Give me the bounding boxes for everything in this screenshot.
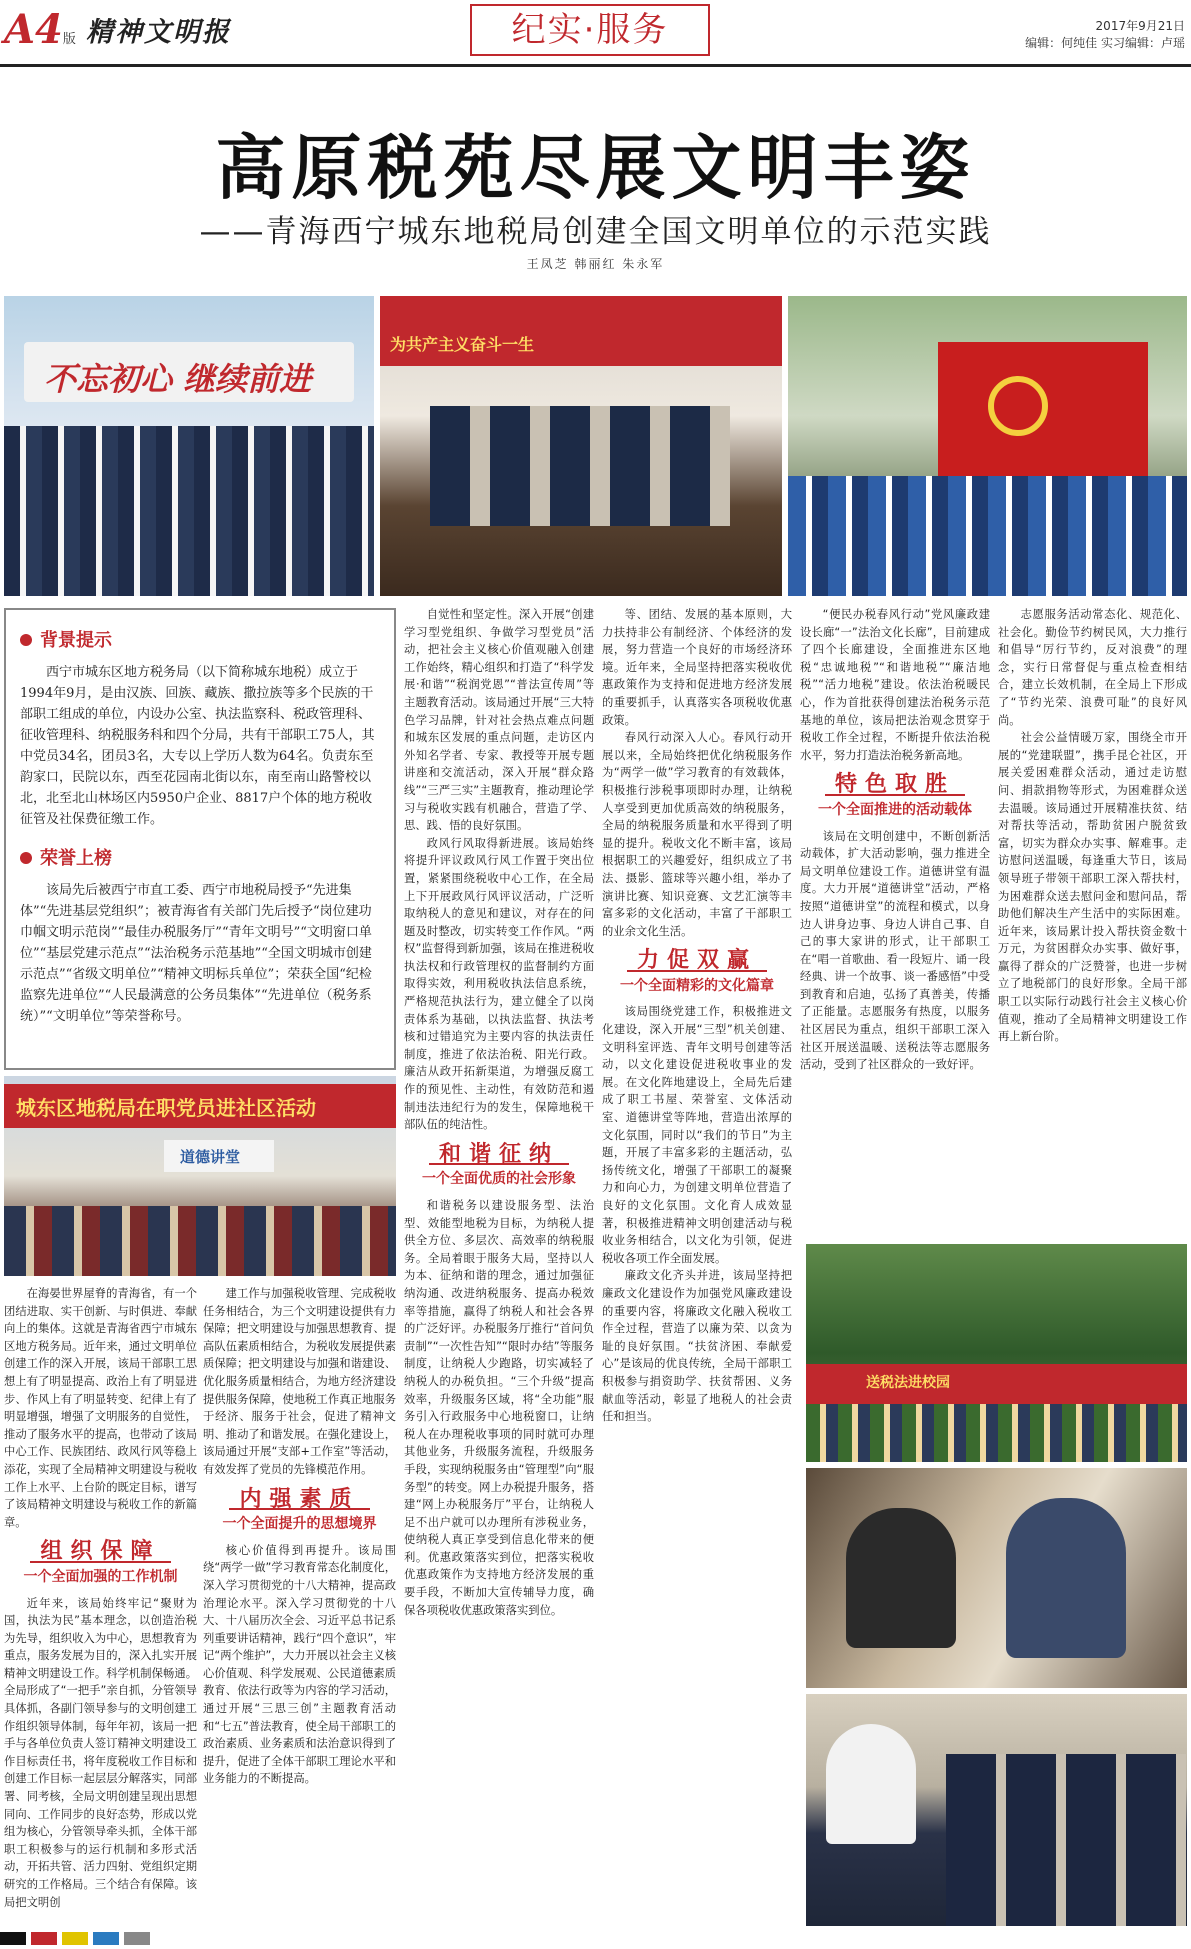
paragraph: 志愿服务活动常态化、规范化、社会化。勤俭节约树民风，大力推行和倡导“厉行节约，反对浪费”的理念，实行日常督促与重点检查相结合，建立长效机制，在全局上下形成了“节约光荣、浪费可耻”的良好风尚。 bbox=[998, 608, 1187, 727]
article-column-4 bbox=[602, 606, 792, 1927]
paragraph: 核心价值得到再提升。该局围绕“两学一做”学习教育常态化制度化，深入学习贯彻党的十八大精神，提高政治理论水平。深入学习贯彻党的十八大、十八届历次全会、习近平总书记系列重要讲话精神，践行“四个意识”，牢记“两个维护”，大力开展以社会主义核心价值观、科学发展观、公民道德素质教育、依法行政等为内容的学习活动，通过开展“三思三创”主题教育活动和“七五”普法教育，使全局干部职工的政治素质、业务素质和法治意识得到了提升，促进了全体干部职工理论水平和业务能力的不断提高。 bbox=[203, 1543, 396, 1786]
paragraph: 和谐税务以建设服务型、法治型、效能型地税为目标，为纳税人提供全方位、多层次、高效率的纳税服务。全局着眼于服务大局，坚持以人为本、征纳和谐的理念，通过加强征纳沟通、改进纳税服务、提高办税效率等措施，赢得了纳税人和社会各界的广泛好评。办税服务厅推行“首问负责制”“一次性告知”“限时办结”等服务制度，让纳税人少跑路，切实减轻了纳税人的办税负担。“三个升级”提高效率，升级服务区域，将“全功能”服务引入行政服务中心地税窗口，让纳税人在办理税收事项的同时就可办理其他业务，升级服务流程，升级服务手段，实现纳税服务由“管理型”向“服务型”的转变。网上办税提升服务，搭建“网上办税服务厅”平台，让纳税人足不出户就可以办理所有涉税业务，使纳税人真正享受到信息化带来的便利。优惠政策落实到位，把落实税收优惠政策作为支持地方经济发展的重要手段，不断加大宣传辅导力度，确保各项税收优惠政策落实到位。 bbox=[404, 1199, 594, 1617]
color-swatch bbox=[31, 1932, 57, 1945]
paragraph: 廉政文化齐头并进，该局坚持把廉政文化建设作为加强党风廉政建设的重要内容，将廉政文化融入税收工作全过程，营造了以廉为荣、以贪为耻的良好氛围。“扶贫济困、奉献爱心”是该局的优良传统，全局干部职工积极参与捐资助学、扶贫帮困、义务献血等活动，彰显了地税人的社会责任和担当。 bbox=[602, 1269, 792, 1424]
photo-meeting-slogan: 为共产主义奋斗一生 bbox=[390, 335, 535, 354]
paragraph: 等、团结、发展的基本原则，大力扶持非公有制经济、个体经济的发展，努力营造一个良好的市场经济环境。近年来，全局坚持把落实税收优惠政策作为支持和促进地方经济发展的重要抓手，认真落实各项税收优惠政策。 bbox=[602, 608, 792, 727]
background-title: 背景提示 bbox=[20, 626, 380, 652]
issue-info bbox=[1025, 18, 1185, 52]
byline: 王凤芝 韩丽红 朱永军 bbox=[526, 257, 665, 271]
section-title: 纪实·服务 bbox=[470, 4, 710, 56]
photo-team-banner bbox=[4, 296, 374, 596]
bullet-icon bbox=[20, 634, 32, 646]
editors: 编辑：何纯佳 实习编辑：卢瑶 bbox=[1025, 36, 1185, 50]
paragraph: “便民办税春风行动”党风廉政建设长廊“一”法治文化长廊”，目前建成了四个长廊建设，全面推进东区地税“忠诚地税”“和谐地税”“廉洁地税”“活力地税”建设。依法治税暖民心，作为首批获得创建法治税务示范基地的单位，该局把法治观念贯穿于税收工作全过程，不断提升依法治税水平，努力打造法治税务新高地。 bbox=[800, 608, 990, 762]
article-column-1 bbox=[4, 1285, 197, 1927]
top-rule bbox=[0, 64, 1191, 67]
photo-outdoor-banner: 送税法进校园 bbox=[866, 1375, 950, 1391]
section-heading-2: 内强素质 一个全面提升的思想境界 bbox=[222, 1486, 377, 1533]
bullet-icon bbox=[20, 852, 32, 864]
color-registration-bar bbox=[0, 1930, 1191, 1943]
photo-meeting bbox=[380, 296, 782, 596]
paragraph: 春风行动深入人心。春风行动开展以来，全局始终把优化纳税服务作为“两学一做”学习教育的有效载体，积极推行涉税事项即时办理，让纳税人享受到更加优质高效的纳税服务，全局的纳税服务质量和水平得到了明显的提升。税收文化不断丰富，该局根据职工的兴趣爱好，组织成立了书法、摄影、篮球等兴趣小组，举办了演讲比赛、知识竞赛、文艺汇演等丰富多彩的文化活动，丰富了干部职工的业余文化生活。 bbox=[602, 731, 792, 938]
photo-outdoor-group bbox=[806, 1244, 1187, 1462]
background-box bbox=[4, 608, 396, 1070]
photo-community-banner: 城东区地税局在职党员进社区活动 bbox=[16, 1096, 316, 1120]
headline: 高原税苑尽展文明丰姿 bbox=[215, 127, 976, 209]
honor-text: 该局先后被西宁市直工委、西宁市地税局授予“先进集体”“先进基层党组织”；被青海省有关部门先后授予“岗位建功巾帼文明示范岗”“最佳办税服务厅”“青年文明号”“文明窗口单位”“基层党建示范点”“法治税务示范基地”“全国文明城市创建示范点”“省级文明单位”“精神文明标兵单位”；荣获全国“纪检监察先进单位”“人民最满意的公务员集体”“先进单位（税务系统）”“文明单位”等荣誉称号。 bbox=[20, 883, 372, 1024]
color-swatch bbox=[62, 1932, 88, 1945]
photo-community-activity bbox=[4, 1076, 396, 1276]
issue-date: 2017年9月21日 bbox=[1095, 19, 1185, 33]
paragraph: 近年来，该局始终牢记“聚财为国，执法为民”基本理念，以创造治税为先导，组织收入为中心，思想教育为重点，服务发展为目的，深入扎实开展精神文明建设工作。科学机制保畅通。全局形成了“一把手”亲自抓，分管领导具体抓，各副门领导参与的文明创建工作组织领导体制，每年年初，该局一把手与各单位负责人签订精神文明建设工作目标责任书，将年度税收工作目标和创建工作目标一起层层分解落实，同部署、同考核，全局文明创建呈现出思想同向、工作同步的良好态势，形成以党组为核心，分管领导牵头抓，全体干部职工积极参与的运行机制和多形式活动，开拓共管、活力四射、党组织定期研究的工作格局。三个结合有保障。该局把文明创 bbox=[4, 1596, 197, 1909]
photo-visiting-elder bbox=[806, 1468, 1187, 1688]
paragraph: 社会公益情暖万家，围绕全市开展的“党建联盟”，携手昆仑社区，开展关爱困难群众活动，通过走访慰问、捐款捐物等形式，为困难群众送去温暖。该局通过开展精准扶贫、结对帮扶等活动，帮助贫困户脱贫致富，切实为群众办实事、解难事。走访慰问送温暖，每逢重大节日，该局领导班子带领干部职工深入帮扶村，为困难群众送去慰问金和慰问品，帮助他们解决生产生活中的实际困难。近年来，该局累计投入帮扶资金数十万元，为贫困群众办实事、做好事，赢得了群众的广泛赞誉，也进一步树立了地税部门的良好形象。全局干部职工以实际行动践行社会主义核心价值观，推动了全局精神文明建设工作再上新台阶。 bbox=[998, 731, 1187, 1044]
article-column-5 bbox=[800, 606, 990, 1236]
section-heading-3: 和谐征纳 一个全面优质的社会形象 bbox=[422, 1141, 576, 1188]
photo-community-sign: 道德讲堂 bbox=[180, 1148, 241, 1166]
color-swatch bbox=[0, 1932, 26, 1945]
article-column-6 bbox=[998, 606, 1187, 1236]
section-heading-5: 特色取胜 一个全面推进的活动载体 bbox=[818, 772, 972, 818]
article-column-3 bbox=[404, 606, 594, 1927]
paragraph: 在海晏世界屋脊的青海省，有一个团结进取、实干创新、与时俱进、奉献向上的集体。这就是青海省西宁市城东区地方税务局。近年来，通过文明单位创建工作的深入开展，该局干部职工思想上有了明显提高、政治上有了明显进步、作风上有了明显转变、纪律上有了明显增强，增强了文明服务的自觉性，推动了服务水平的提高，也带动了该局中心工作、民族团结、政风行风等稳上添花，实现了全局精神文明建设与税收工作上水平、上台阶的既定目标，谱写了该局精神文明建设与税收工作的新篇章。 bbox=[4, 1287, 197, 1529]
masthead bbox=[0, 0, 1191, 72]
color-swatch bbox=[124, 1932, 150, 1945]
section-heading-4: 力促双赢 一个全面精彩的文化篇章 bbox=[620, 948, 774, 994]
paragraph: 自觉性和坚定性。深入开展“创建学习型党组织、争做学习型党员”活动，把社会主义核心价值观融入创建工作始终，精心组织和打造了“科学发展·和谐”“税润党恩”“普法宣传周”等主题教育活动。该局通过开展“三大特色学习品牌，针对社会热点难点问题和城东区发展的重点问题，走访区内外知名学者、专家、教授等开展专题讲座和交流活动，深入开展“群众路线”“三严三实”主题教育，推动理论学习与税收实践有机融合，营造了学、思、践、悟的良好氛围。 bbox=[404, 608, 594, 833]
background-text: 西宁市城东区地方税务局（以下简称城东地税）成立于1994年9月，是由汉族、回族、藏族、撒拉族等多个民族的干部职工组成的单位，内设办公室、执法监察科、税政管理科、征收管理科、纳税服务科和四个分局，共有干部职工75人，其中党员34名，团员3名，大专以上学历人数为64名。负责东至韵家口，民院以东，西至花园南北街以东，南至南山路警校以北，北至北山林场区内5950户企业、8817户个体的地方税收征管及社保费征缴工作。 bbox=[20, 665, 375, 827]
photo-tax-officers bbox=[806, 1694, 1187, 1926]
paragraph: 政风行风取得新进展。该局始终将提升评议政风行风工作置于突出位置，紧紧围绕税收中心工作，在全局上下开展政风行风评议活动，广泛听取纳税人的意见和建议，对存在的问题及时整改，切实转变工作作风。“两权”监督得到新加强，该局在推进税收执法权和行政管理权的监督制约方面取得实效，利用税收执法信息系统，严格规范执法行为，建立健全了以岗责体系为基础，以执法监督、执法考核和过错追究为主要内容的执法责任制度，推进了依法治税、阳光行政。廉洁从政开拓新渠道，为增强反腐工作的预见性、主动性，有效防范和遏制违法违纪行为的发生，保障地税干部队伍的纯洁性。 bbox=[404, 836, 594, 1132]
article-column-2 bbox=[203, 1285, 396, 1927]
newspaper-name: 精神文明报 bbox=[86, 17, 231, 48]
paragraph: 该局围绕党建工作，积极推进文化建设，深入开展“三型”机关创建、文明科室评选、青年文明号创建等活动，以文化建设促进税收事业的发展。在文化阵地建设上，全局先后建成了职工书屋、荣誉室、文体活动室、道德讲堂等阵地，营造出浓厚的文化氛围，同时以“我们的节日”为主题，开展了丰富多彩的主题活动，弘扬传统文化，增强了干部职工的凝聚力和向心力，为创建文明单位营造了良好的文化氛围。文化育人成效显著，积极推进精神文明创建活动与税收业务相结合，以文化为引领，促进税收各项工作全面发展。 bbox=[602, 1005, 792, 1265]
subheadline: ——青海西宁城东地税局创建全国文明单位的示范实践 bbox=[199, 214, 992, 250]
paragraph: 该局在文明创建中，不断创新活动载体，扩大活动影响，强力推进全局文明单位建设工作。道德讲堂有温度。大力开展“道德讲堂”活动，严格按照“道德讲堂”的流程和模式，以身边人讲身边事、身边人讲自己事、自己的事大家讲的形式，让干部职工在“唱一首歌曲、看一段短片、诵一段经典、讲一个故事、谈一番感悟”中受到教育和启迪，弘扬了真善美，传播了正能量。志愿服务有热度，以服务社区居民为重点，组织干部职工深入社区开展送温暖、送税法等志愿服务活动，受到了社区群众的一致好评。 bbox=[800, 829, 990, 1072]
page-number: A4版 bbox=[4, 6, 76, 53]
paragraph: 建工作与加强税收管理、完成税收任务相结合，为三个文明建设提供有力保障；把文明建设与加强思想教育、提高队伍素质相结合，为税收发展提供素质保障；把文明建设与加强和谐建设、优化服务质量相结合，为地方经济建设提供服务保障，使地税工作真正地服务于经济、服务于社会，促进了精神文明、推动了和谐发展。在强化建设上，该局通过开展“支部+工作室”等活动，有效发挥了党员的先锋模范作用。 bbox=[203, 1287, 396, 1476]
honor-title: 荣誉上榜 bbox=[20, 844, 380, 870]
photo-flag-students bbox=[788, 296, 1187, 596]
section-heading-1: 组织保障 一个全面加强的工作机制 bbox=[23, 1539, 178, 1585]
color-swatch bbox=[93, 1932, 119, 1945]
photo-banner-text: 不忘初心 继续前进 bbox=[44, 360, 312, 398]
